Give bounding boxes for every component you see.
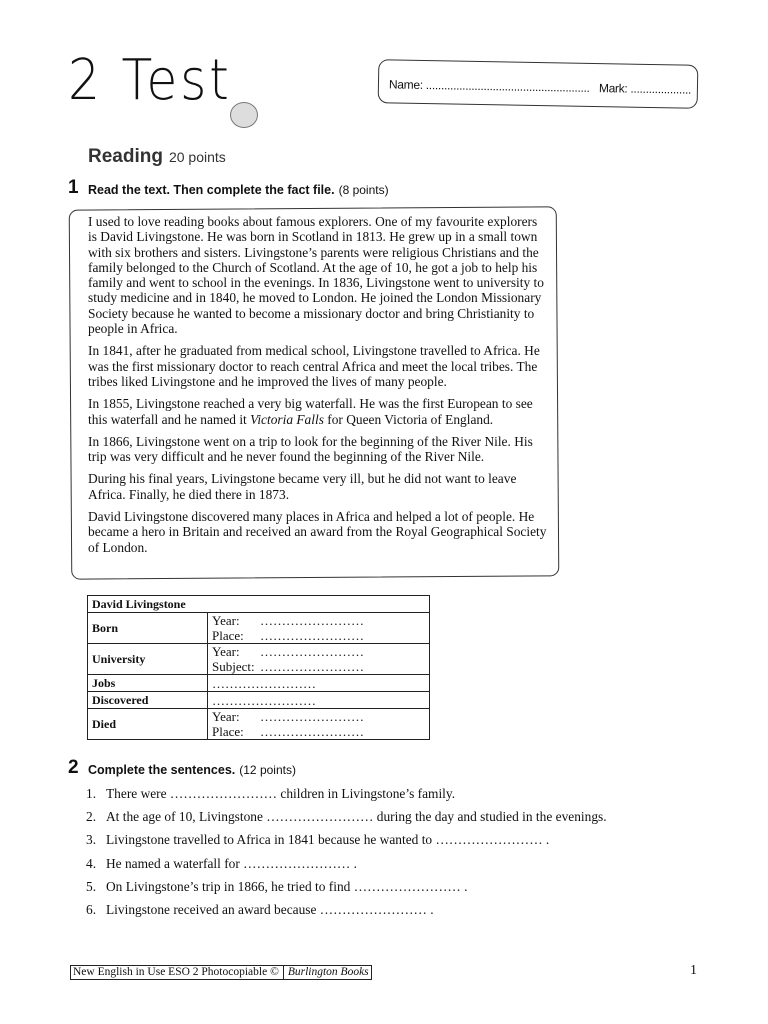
row-label-jobs: Jobs bbox=[88, 675, 208, 692]
paragraph: In 1866, Livingstone went on a trip to look for the beginning of the River Nile. His trip was very difficult and he never found the beginning of the River Nile. bbox=[88, 433, 533, 465]
name-field[interactable]: Name: ...................................................... bbox=[388, 77, 590, 95]
exercise-1-number: 1 bbox=[68, 177, 79, 198]
field-key: Year: bbox=[212, 613, 240, 628]
exercise-2-number: 2 bbox=[68, 757, 79, 778]
footer-text: New English in Use ESO 2 Photocopiable © bbox=[73, 966, 279, 978]
fact-file-heading: David Livingstone bbox=[88, 596, 430, 613]
list-item[interactable] bbox=[86, 786, 607, 809]
italic-place-name: Victoria Falls bbox=[250, 411, 324, 427]
decorative-circle bbox=[230, 102, 258, 128]
section-title: Reading bbox=[88, 146, 163, 167]
fact-file-table bbox=[87, 595, 430, 740]
answer-blank[interactable]: …………………… bbox=[260, 613, 364, 628]
reading-text bbox=[88, 214, 548, 562]
exercise-2-instruction bbox=[88, 763, 296, 777]
exercise-2-points: (12 points) bbox=[239, 763, 296, 777]
sentence-text: On Livingstone’s trip in 1866, he tried to find …………………… . bbox=[106, 878, 468, 894]
section-heading bbox=[88, 146, 226, 168]
item-number: 6. bbox=[86, 901, 97, 917]
exercise-1-text: Read the text. Then complete the fact file. bbox=[88, 183, 335, 197]
item-number: 3. bbox=[86, 832, 97, 848]
publisher-name: Burlington Books bbox=[283, 966, 369, 979]
section-points: 20 points bbox=[168, 149, 226, 165]
sentence-list bbox=[86, 786, 607, 925]
answer-blank[interactable]: …………………… bbox=[208, 692, 430, 709]
footer-credit bbox=[70, 965, 372, 980]
item-number: 1. bbox=[86, 786, 97, 801]
answer-blank[interactable]: …………………… bbox=[208, 675, 430, 692]
item-number: 2. bbox=[86, 809, 97, 825]
exercise-1-instruction bbox=[88, 183, 389, 197]
name-mark-box bbox=[378, 59, 699, 109]
list-item[interactable] bbox=[86, 902, 607, 925]
exercise-2-text: Complete the sentences. bbox=[88, 763, 236, 777]
field-key: Subject: bbox=[212, 659, 255, 674]
item-number: 4. bbox=[86, 855, 97, 871]
paragraph: I used to love reading books about famous explorers. One of my favourite explorers is David Livingstone. He was born in Scotland in 1813. He grew up in a small town with six brothers and sisters. Livingstone’s parents were religious Christians and the family belonged to the Church of Scotland. At the age of 10, he got a job to help his family and went to school in the evenings. In 1836, Livingstone went to university to study medicine and in 1840, he moved to London. He joined the London Missionary Society because he wanted to become a missionary doctor and bring Christianity to people in Africa. bbox=[88, 214, 544, 337]
test-title: 2 Test bbox=[68, 48, 232, 113]
sentence-text: He named a waterfall for …………………… . bbox=[106, 855, 358, 871]
list-item[interactable] bbox=[86, 879, 607, 902]
answer-blank[interactable]: …………………… bbox=[260, 628, 364, 643]
paragraph: In 1841, after he graduated from medical school, Livingstone travelled to Africa. He was the first missionary doctor to reach central Africa and meet the local tribes. The tribes liked Livingstone and he improved the lives of many people. bbox=[88, 343, 540, 389]
row-label-discovered: Discovered bbox=[88, 692, 208, 709]
sentence-text: At the age of 10, Livingstone …………………… during the day and studied in the evenings. bbox=[106, 809, 607, 825]
born-fields bbox=[208, 613, 430, 644]
university-fields bbox=[208, 644, 430, 675]
answer-blank[interactable]: …………………… bbox=[260, 724, 364, 739]
mark-field[interactable]: Mark: .................... bbox=[598, 81, 692, 97]
row-label-died: Died bbox=[88, 709, 208, 740]
list-item[interactable] bbox=[86, 809, 607, 832]
field-key: Year: bbox=[212, 644, 240, 659]
field-key: Place: bbox=[212, 628, 244, 643]
sentence-text: There were …………………… children in Livingstone’s family. bbox=[106, 786, 456, 801]
paragraph: During his final years, Livingstone became very ill, but he did not want to leave Africa. Finally, he died there in 1873. bbox=[88, 471, 517, 502]
paragraph-part: In 1855, Livingstone reached a very big waterfall. He was the first European to see this waterfall and he named it bbox=[88, 396, 533, 427]
field-key: Place: bbox=[212, 724, 244, 739]
paragraph: David Livingstone discovered many places in Africa and helped a lot of people. He became a hero in Britain and received an award from the Royal Geographical Society of London. bbox=[88, 509, 547, 555]
field-key: Year: bbox=[212, 709, 240, 724]
sentence-text: Livingstone travelled to Africa in 1841 because he wanted to …………………… . bbox=[106, 832, 550, 848]
row-label-university: University bbox=[88, 644, 208, 675]
exercise-1-points: (8 points) bbox=[338, 183, 389, 197]
row-label-born: Born bbox=[88, 613, 208, 644]
answer-blank[interactable]: …………………… bbox=[260, 709, 364, 724]
answer-blank[interactable]: …………………… bbox=[260, 644, 364, 659]
list-item[interactable] bbox=[86, 832, 607, 855]
page-number: 1 bbox=[690, 963, 697, 978]
answer-blank[interactable]: …………………… bbox=[260, 659, 364, 674]
sentence-text: Livingstone received an award because …………………… . bbox=[106, 901, 434, 917]
died-fields bbox=[208, 709, 430, 740]
paragraph-part: for Queen Victoria of England. bbox=[323, 411, 494, 427]
list-item[interactable] bbox=[86, 856, 607, 879]
item-number: 5. bbox=[86, 878, 97, 894]
paragraph bbox=[88, 396, 548, 427]
